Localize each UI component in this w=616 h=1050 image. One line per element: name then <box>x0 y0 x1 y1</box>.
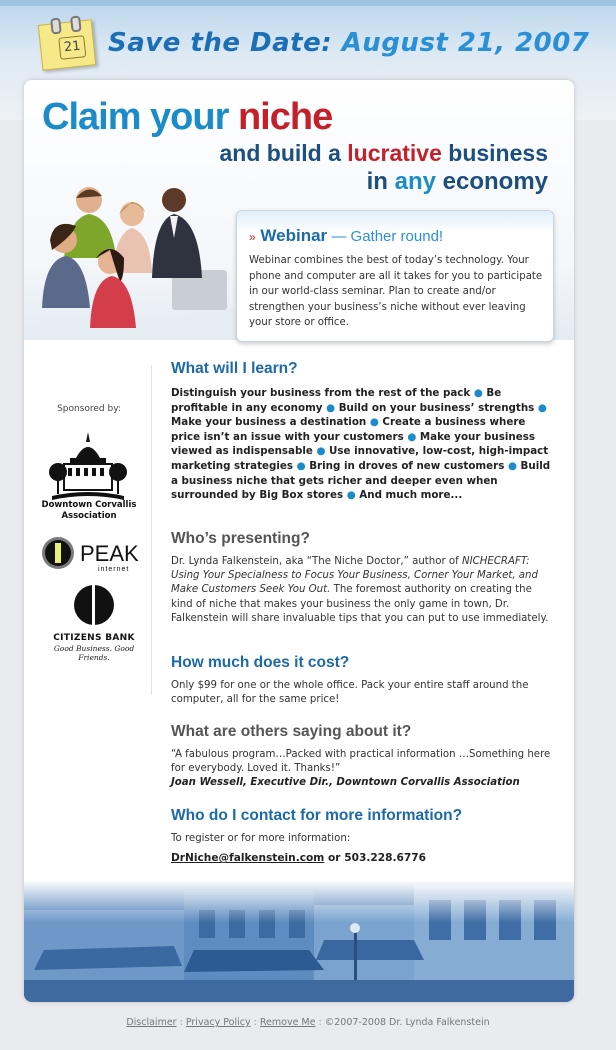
sponsored-by-label: Sponsored by: <box>57 404 121 414</box>
citizens-tagline: Good Business. Good Friends. <box>53 644 135 662</box>
learn-item: Be profitable in any economy <box>171 387 502 414</box>
testimonial-heading: What are others saying about it? <box>171 723 412 740</box>
bullet-dot-icon: ● <box>293 459 310 472</box>
calendar-day: 21 <box>58 35 86 60</box>
column-divider <box>151 365 152 695</box>
remove-me-link[interactable]: Remove Me <box>259 1017 316 1028</box>
contact-heading: Who do I contact for more information? <box>171 807 463 824</box>
bullet-dot-icon: ● <box>326 401 339 414</box>
webinar-description: Webinar combines the best of today’s technology. Your phone and computer are all it takes for you to participate in our world-class seminar. Plan to create and/or strengthen your business’s niche without ever leaving your store or office. <box>249 255 543 329</box>
webinar-box <box>236 210 554 342</box>
bullet-dot-icon: ● <box>343 489 360 502</box>
bullet-dot-icon: ● <box>403 430 420 443</box>
save-the-date-heading <box>108 28 589 58</box>
cost-section <box>171 654 551 707</box>
learn-item: Distinguish your business from the rest of the pack <box>171 387 471 399</box>
testimonial-quote: “A fabulous program…Packed with practical information …Something here for everybody. Loved it. Thanks!” <box>171 749 551 775</box>
learn-heading: What will I learn? <box>171 360 298 377</box>
learn-list <box>171 386 551 503</box>
disclaimer-link[interactable]: Disclaimer <box>126 1017 177 1028</box>
headline-economy: in any economy <box>366 168 548 195</box>
learn-item: Make your business a destination <box>171 416 367 429</box>
learn-item: Bring in droves of new customers <box>309 459 505 472</box>
learn-item: Use innovative, low-cost, high-impact marketing strategies <box>171 445 549 472</box>
peak-name: PEAK <box>80 541 139 566</box>
presenting-heading: Who’s presenting? <box>171 530 310 547</box>
headline-build: and build a lucrative business <box>219 140 548 166</box>
citizens-bank-logo <box>38 583 150 662</box>
citizens-name: CITIZENS BANK <box>53 633 135 643</box>
footer-separator: : <box>318 1017 322 1028</box>
copyright: ©2007-2008 Dr. Lynda Falkenstein <box>324 1017 490 1028</box>
main-card <box>24 80 574 1002</box>
footer-separator: : <box>253 1017 257 1028</box>
dca-name: Downtown Corvallis Association <box>41 500 137 521</box>
footer <box>0 1017 616 1028</box>
cost-text: Only $99 for one or the whole office. Pack your entire staff around the computer, all for the same price! <box>171 680 529 706</box>
citizens-mark <box>38 583 150 631</box>
webinar-title: » Webinar — Gather round! <box>249 226 444 245</box>
bullet-dot-icon: ● <box>470 387 487 399</box>
bullet-dot-icon: ● <box>312 445 330 458</box>
learn-section <box>171 360 551 503</box>
testimonial-author: Joan Wessell, Executive Dir., Downtown Corvallis Association <box>171 777 520 789</box>
learn-item: Create a business where price isn’t an issue with your customers <box>171 416 526 443</box>
cost-heading: How much does it cost? <box>171 654 350 671</box>
presenting-section <box>171 530 551 626</box>
email-link[interactable]: DrNiche@falkenstein.com <box>171 852 325 865</box>
bullet-dot-icon: ● <box>504 459 521 472</box>
peak-internet-logo <box>40 535 144 575</box>
bullet-dot-icon: ● <box>534 401 547 414</box>
presenter-bio: Dr. Lynda Falkenstein, aka “The Niche Doctor,” author of NICHECRAFT: Using Your Specialness to Focus Your Business, Corner Your Market, and Make Customers Seek You Out. The foremost authority on creating the kind of niche that makes your business the only game in town, Dr. Falkenstein will share invaluable tips that you can put to use immediately. <box>171 556 549 624</box>
contact-intro: To register or for more information: <box>171 833 351 844</box>
privacy-policy-link[interactable]: Privacy Policy <box>185 1017 251 1028</box>
headline-claim: Claim your niche <box>42 96 333 138</box>
testimonial-section <box>171 723 551 790</box>
peak-sub: internet <box>98 566 130 573</box>
contact-section <box>171 807 551 864</box>
learn-item: Build on your business’ strengths <box>338 401 535 414</box>
learn-item: Make your business viewed as indispensable <box>171 430 535 458</box>
street-image <box>24 880 574 1002</box>
contact-line <box>171 852 551 864</box>
bullet-dot-icon: ● <box>366 416 383 429</box>
calendar-icon <box>38 19 97 70</box>
save-the-date-label: Save the Date: <box>108 28 333 58</box>
learn-item: Build a business niche that gets richer and deeper even when surrounded by Big Box stores <box>171 459 551 502</box>
phone-text: or 503.228.6776 <box>324 852 426 865</box>
learn-item: And much more... <box>359 489 463 502</box>
book-title: NICHECRAFT: Using Your Specialness to Focus Your Business, Corner Your Market, and Make Customers Seek You Out. <box>171 556 538 596</box>
event-date: August 21, 2007 <box>341 28 590 58</box>
group-photo <box>24 178 234 338</box>
arrow-icon: » <box>249 230 256 244</box>
footer-separator: : <box>179 1017 183 1028</box>
